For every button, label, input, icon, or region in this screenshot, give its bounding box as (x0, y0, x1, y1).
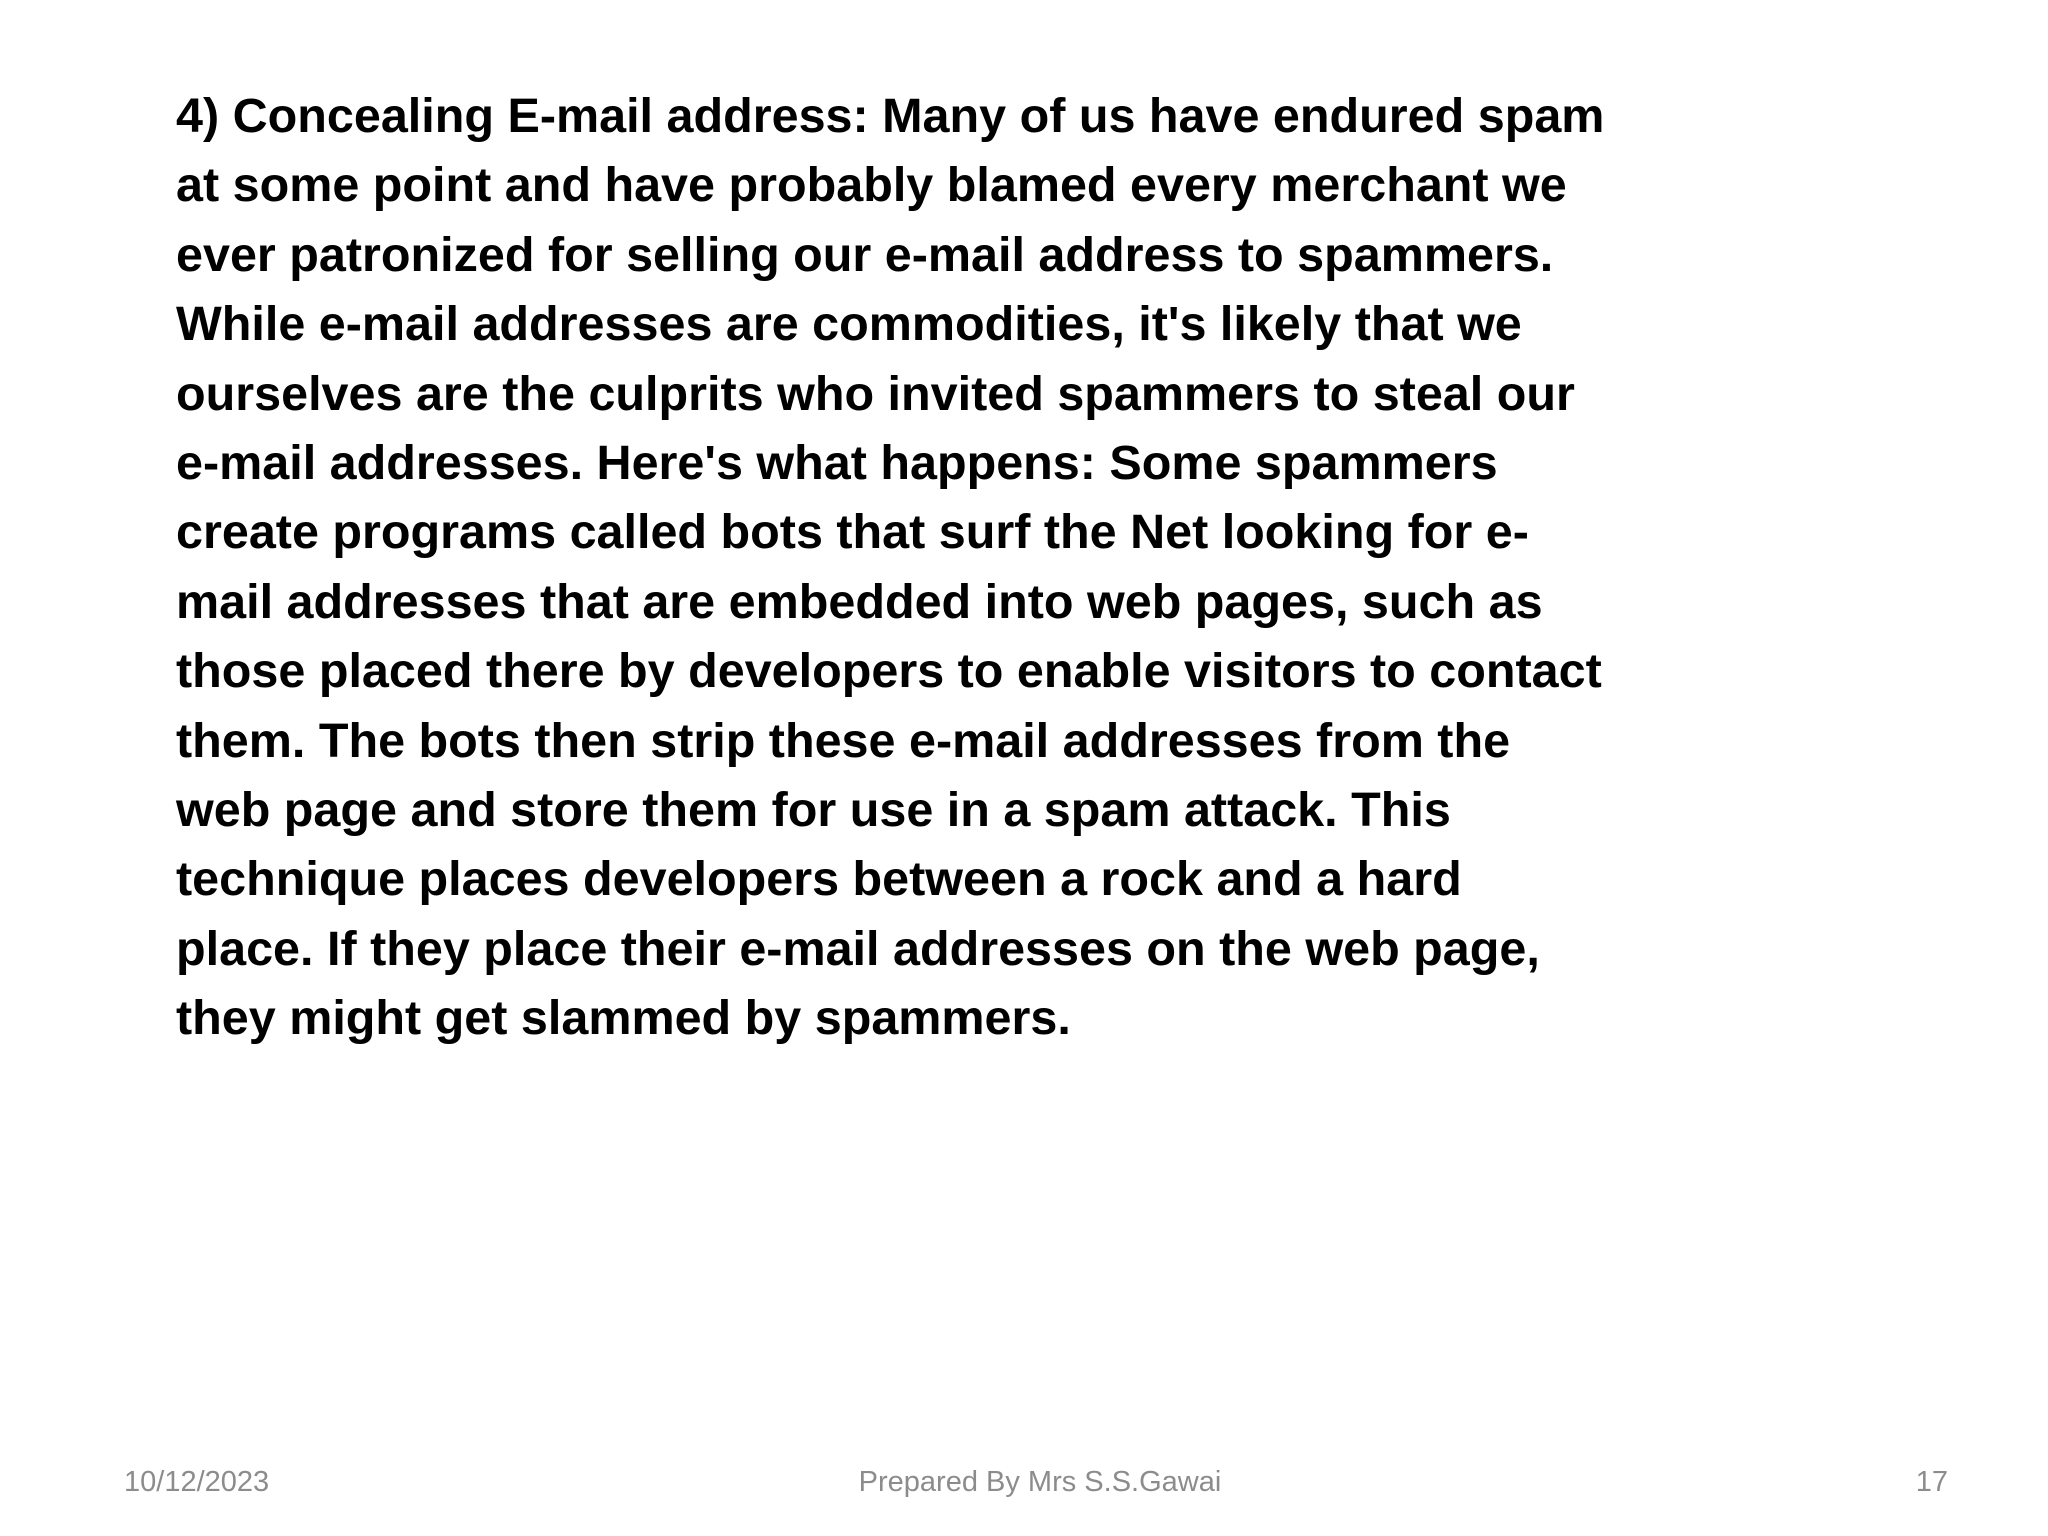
slide-body-text (176, 82, 1656, 1054)
body-line: them. The bots then strip these e-mail addresses from the (176, 713, 1511, 768)
footer-page-number: 17 (1915, 1466, 1948, 1498)
body-line: create programs called bots that surf the Net looking for e- (176, 505, 1529, 560)
body-line: e-mail addresses. Here's what happens: Some spammers (176, 436, 1498, 491)
body-line: technique places developers between a rock and a hard (176, 852, 1462, 907)
body-line: at some point and have probably blamed every merchant we (176, 158, 1567, 213)
footer-author: Prepared By Mrs S.S.Gawai (858, 1466, 1222, 1498)
body-line: mail addresses that are embedded into web pages, such as (176, 574, 1543, 629)
body-line: 4) Concealing E-mail address: Many of us have endured spam (176, 89, 1605, 143)
body-line: ourselves are the culprits who invited spammers to steal our (176, 366, 1575, 421)
body-line: those placed there by developers to enable visitors to contact (176, 644, 1602, 699)
footer-date: 10/12/2023 (124, 1466, 270, 1498)
body-line: web page and store them for use in a spam attack. This (176, 783, 1451, 838)
body-line: ever patronized for selling our e-mail address to spammers. (176, 227, 1554, 282)
body-line: place. If they place their e-mail addresses on the web page, (176, 921, 1540, 976)
body-line: While e-mail addresses are commodities, it's likely that we (176, 297, 1522, 352)
body-line: they might get slammed by spammers. (176, 991, 1071, 1046)
